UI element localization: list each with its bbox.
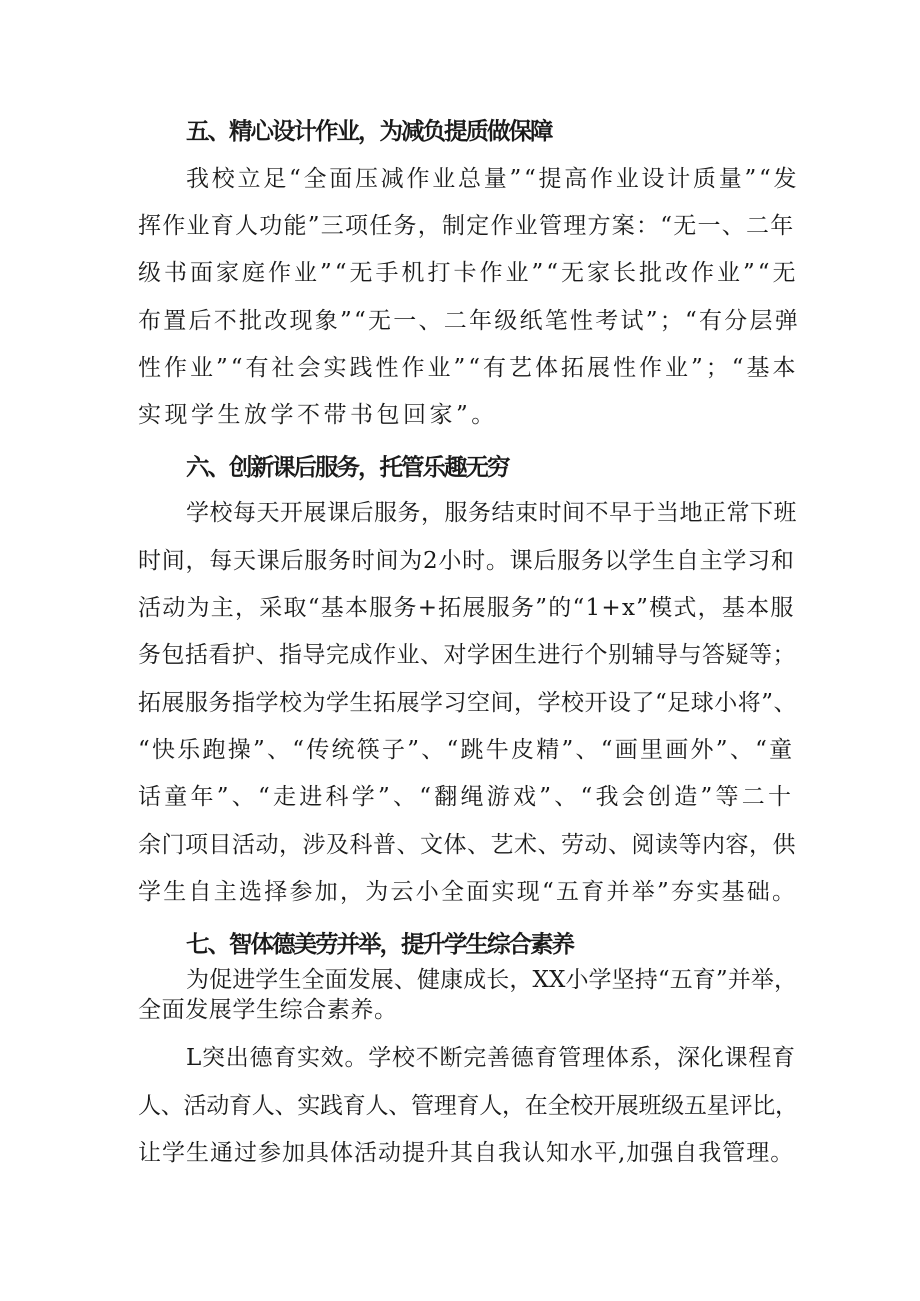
paragraph-line: 级书面家庭作业”“无手机打卡作业”“无家长批改作业”“无 — [138, 260, 799, 286]
section-heading-5: 五、精心设计作业，为减负提质做保障 — [186, 117, 552, 145]
paragraph-line: 为促进学生全面发展、健康成长，XX小学坚持“五育”并举， — [186, 967, 798, 993]
paragraph-line: 让学生通过参加具体活动提升其自我认知水平,加强自我管理。 — [138, 1140, 795, 1166]
paragraph-line: 学校每天开展课后服务，服务结束时间不早于当地正常下班 — [186, 500, 797, 526]
paragraph-line: 人、活动育人、实践育人、管理育人，在全校开展班级五星评比， — [138, 1093, 798, 1119]
paragraph-line: 话童年”、“走进科学”、“翻绳游戏”、“我会创造”等二十 — [138, 784, 795, 810]
paragraph-line: 务包括看护、指导完成作业、对学困生进行个别辅导与答疑等； — [138, 642, 796, 668]
section-heading-6: 六、创新课后服务，托管乐趣无穷 — [186, 453, 509, 481]
paragraph-line: 布置后不批改现象”“无一、二年级纸笔性考试”；“有分层弹 — [138, 308, 801, 334]
paragraph-line: 性作业”“有社会实践性作业”“有艺体拓展性作业”；“基本 — [138, 355, 799, 381]
paragraph-line: “快乐跑操”、“传统筷子”、“跳牛皮精”、“画里画外”、“童 — [138, 737, 795, 763]
paragraph-line: 余门项目活动，涉及科普、文体、艺术、劳动、阅读等内容，供 — [138, 832, 796, 858]
paragraph-line: 我校立足“全面压减作业总量”“提高作业设计质量”“发 — [186, 166, 800, 192]
section-heading-7: 七、智体德美劳并举，提升学生综合素养 — [186, 930, 573, 958]
paragraph-line: 全面发展学生综合素养。 — [138, 997, 398, 1023]
paragraph-line: 实现学生放学不带书包回家”。 — [138, 402, 498, 428]
paragraph-line: 拓展服务指学校为学生拓展学习空间，学校开设了“足球小将”、 — [138, 690, 798, 716]
paragraph-line: L突出德育实效。学校不断完善德育管理体系，深化课程育 — [186, 1045, 796, 1071]
paragraph-line: 挥作业育人功能”三项任务，制定作业管理方案：“无一、二年 — [138, 213, 795, 239]
paragraph-line: 学生自主选择参加，为云小全面实现“五育并举”夯实基础。 — [138, 879, 798, 905]
paragraph-line: 时间，每天课后服务时间为2小时。课后服务以学生自主学习和 — [138, 548, 795, 574]
paragraph-line: 活动为主，采取“基本服务+拓展服务”的“1+x”模式，基本服 — [138, 595, 795, 621]
